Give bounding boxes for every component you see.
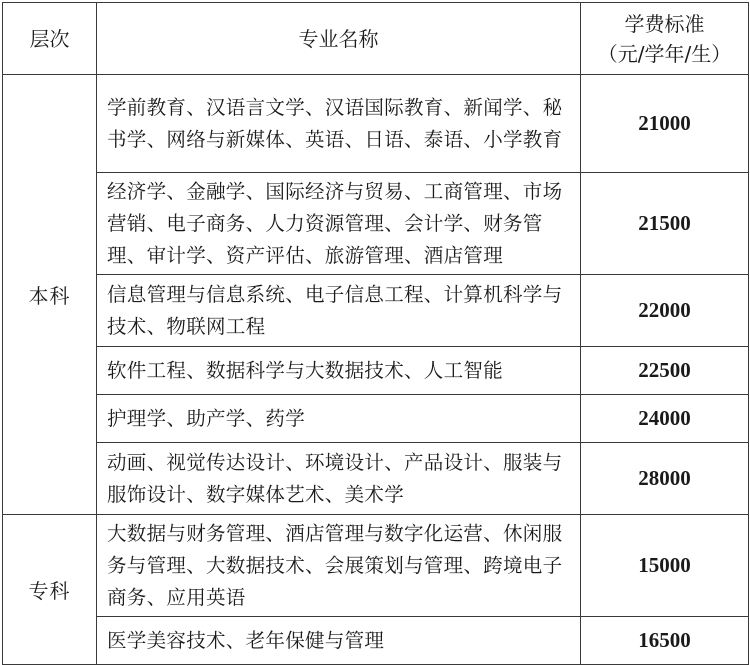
header-fee-line2: （元/学年/生） [597, 41, 732, 66]
table-row [3, 515, 749, 617]
fee-cell: 21500 [581, 173, 749, 275]
major-cell: 信息管理与信息系统、电子信息工程、计算机科学与技术、物联网工程 [97, 275, 581, 347]
table-row [3, 75, 749, 173]
tuition-fee-table [2, 2, 749, 665]
header-row [3, 3, 749, 75]
major-cell: 大数据与财务管理、酒店管理与数字化运营、休闲服务与管理、大数据技术、会展策划与管理、跨境电子商务、应用英语 [97, 515, 581, 617]
major-cell: 经济学、金融学、国际经济与贸易、工商管理、市场营销、电子商务、人力资源管理、会计学、财务管理、审计学、资产评估、旅游管理、酒店管理 [97, 173, 581, 275]
header-level: 层次 [3, 3, 97, 75]
header-major-name: 专业名称 [97, 3, 581, 75]
table-row [3, 275, 749, 347]
table-row [3, 173, 749, 275]
fee-cell: 22500 [581, 347, 749, 395]
fee-cell: 22000 [581, 275, 749, 347]
fee-cell: 16500 [581, 617, 749, 665]
fee-cell: 21000 [581, 75, 749, 173]
table-row [3, 347, 749, 395]
fee-cell: 15000 [581, 515, 749, 617]
fee-cell: 24000 [581, 395, 749, 443]
header-fee-line1: 学费标准 [624, 11, 705, 36]
fee-cell: 28000 [581, 443, 749, 515]
level-cell-undergraduate: 本科 [3, 75, 97, 515]
major-cell: 护理学、助产学、药学 [97, 395, 581, 443]
major-cell: 医学美容技术、老年保健与管理 [97, 617, 581, 665]
header-fee [581, 3, 749, 75]
major-cell: 学前教育、汉语言文学、汉语国际教育、新闻学、秘书学、网络与新媒体、英语、日语、泰语、小学教育 [97, 75, 581, 173]
major-cell: 软件工程、数据科学与大数据技术、人工智能 [97, 347, 581, 395]
table-row [3, 395, 749, 443]
major-cell: 动画、视觉传达设计、环境设计、产品设计、服装与服饰设计、数字媒体艺术、美术学 [97, 443, 581, 515]
level-cell-junior-college: 专科 [3, 515, 97, 665]
table-row [3, 617, 749, 665]
table-row [3, 443, 749, 515]
